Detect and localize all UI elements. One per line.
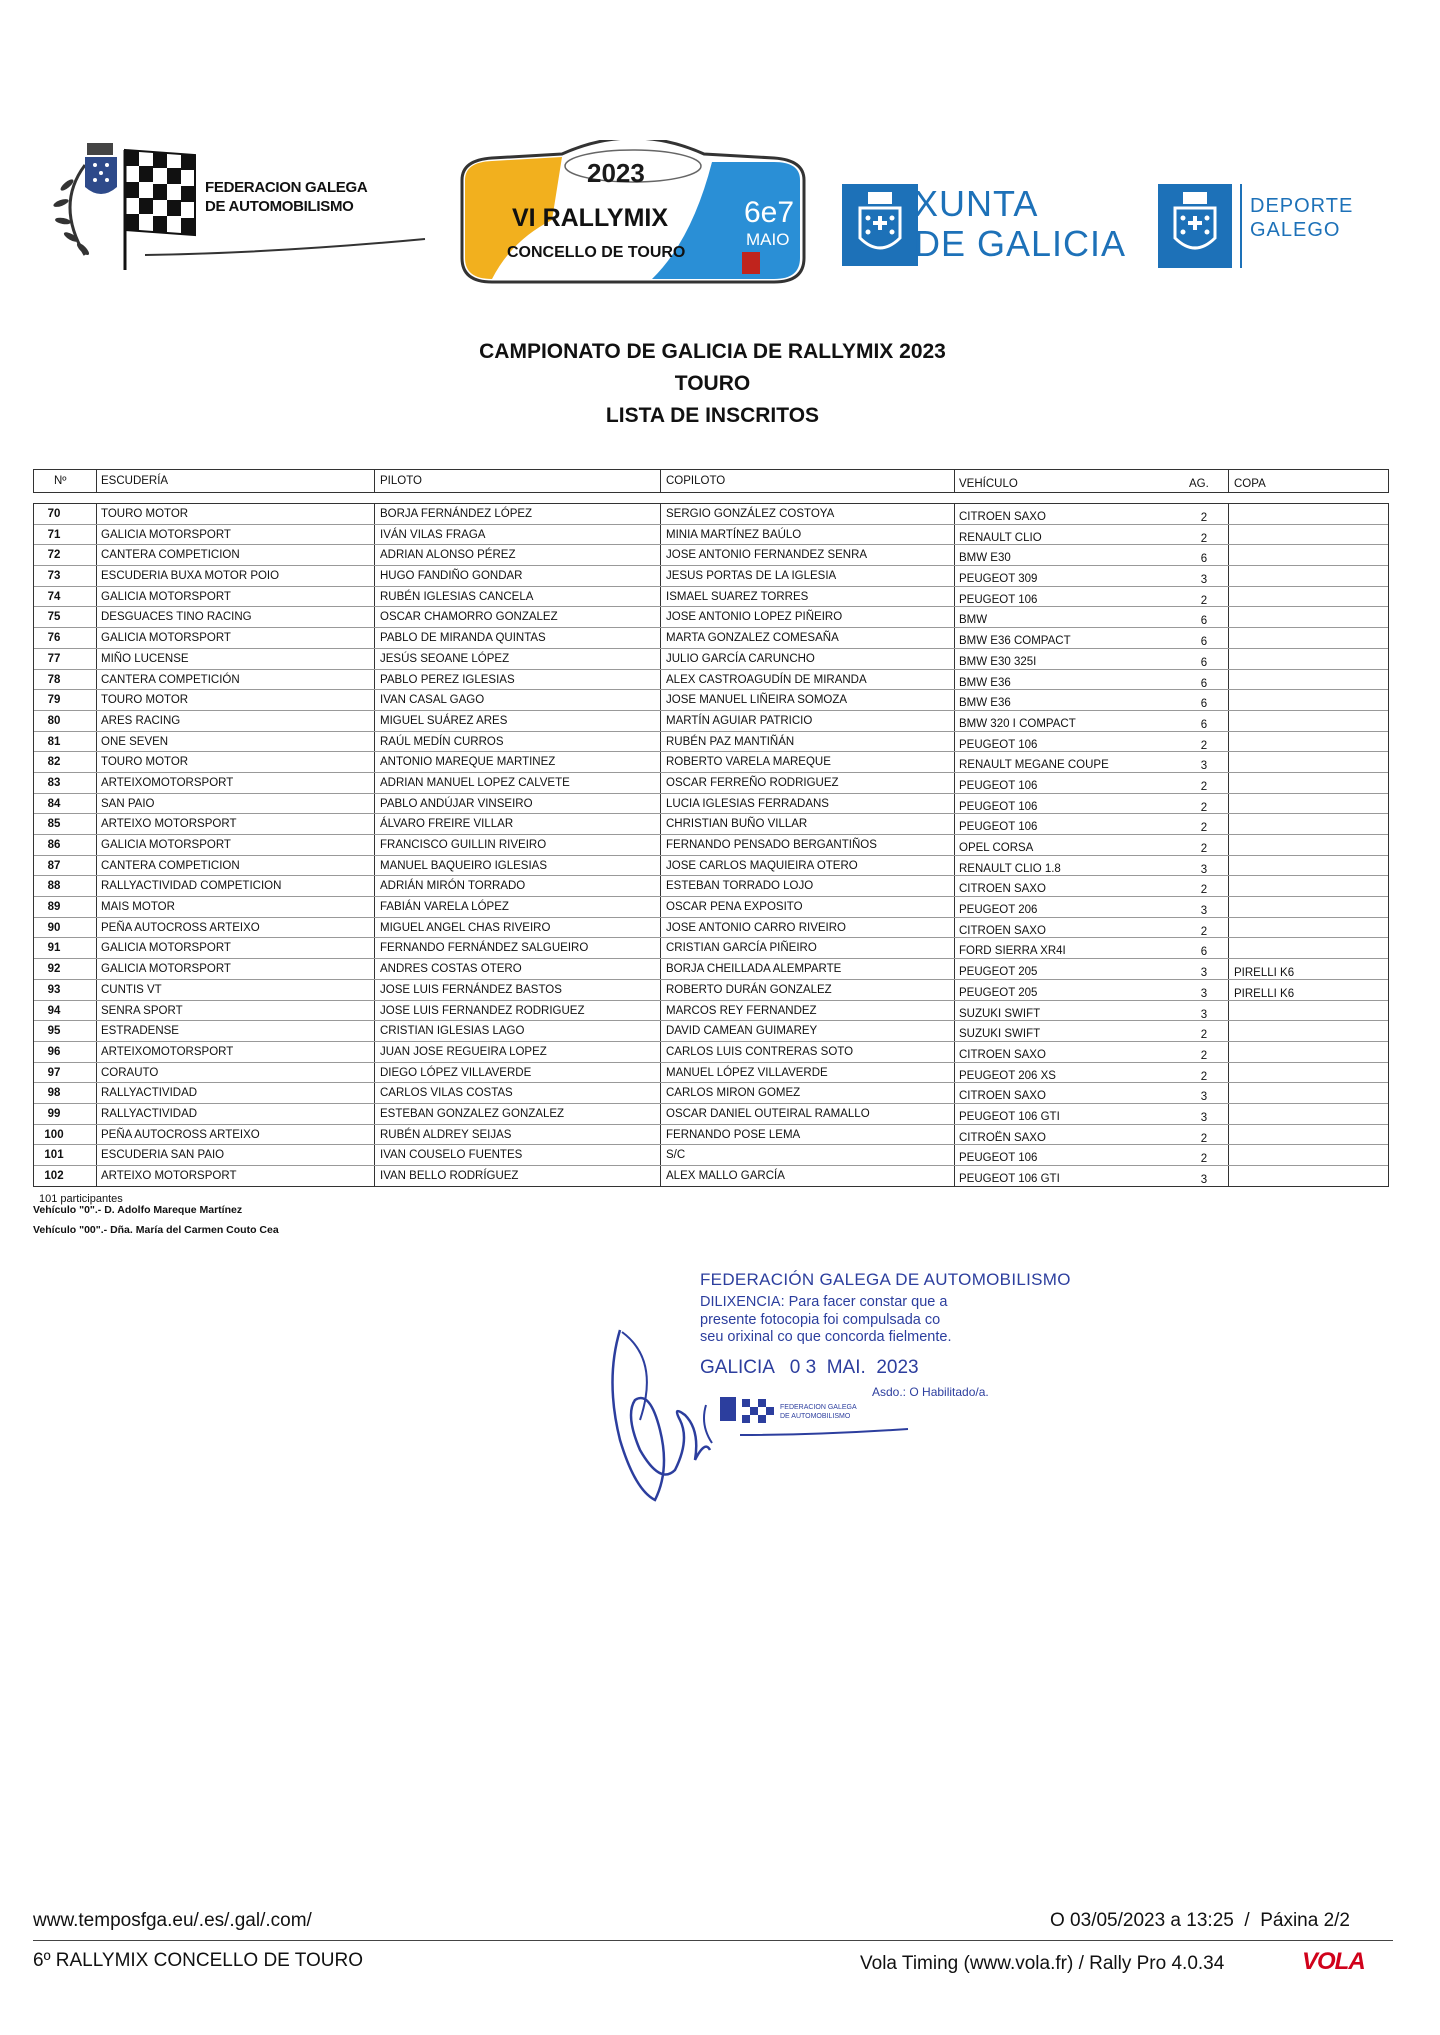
row-codriver: JOSE CARLOS MAQUIEIRA OTERO: [666, 859, 858, 872]
footer-timestamp: O 03/05/2023 a 13:25 / Páxina 2/2: [1050, 1910, 1351, 1931]
stamp-logo-line-1: FEDERACION GALEGA: [780, 1404, 857, 1411]
row-group: 6: [1200, 677, 1208, 690]
row-group: 3: [1200, 863, 1208, 876]
row-number: 90: [47, 921, 61, 934]
row-codriver: JOSE ANTONIO LOPEZ PIÑEIRO: [666, 611, 843, 624]
table-row: [34, 918, 1388, 939]
row-group: 2: [1200, 1070, 1208, 1083]
footer-url[interactable]: www.temposfga.eu/.es/.gal/.com/: [33, 1910, 312, 1931]
row-driver: IVAN COUSELO FUENTES: [380, 1149, 523, 1162]
row-team: ARES RACING: [101, 714, 181, 727]
row-team: CANTERA COMPETICIÓN: [101, 673, 240, 686]
row-number: 78: [47, 673, 61, 686]
row-group: 3: [1200, 905, 1208, 918]
entry-list-table: [33, 469, 1389, 1205]
col-driver: PILOTO: [380, 475, 422, 487]
table-row: [34, 628, 1388, 649]
row-vehicle: FORD SIERRA XR4I: [959, 945, 1066, 958]
deporte-divider: [1240, 184, 1242, 268]
row-number: 95: [47, 1025, 61, 1038]
row-team: TOURO MOTOR: [101, 508, 189, 520]
row-codriver: LUCIA IGLESIAS FERRADANS: [666, 797, 829, 810]
row-codriver: JULIO GARCÍA CARUNCHO: [666, 652, 815, 665]
row-group: 6: [1200, 718, 1208, 731]
table-row: [34, 1001, 1388, 1022]
row-codriver: JOSE ANTONIO CARRO RIVEIRO: [666, 921, 846, 934]
row-vehicle: PEUGEOT 106 GTI: [959, 1110, 1060, 1123]
document-titles: [0, 336, 1425, 432]
row-group: 3: [1200, 1174, 1208, 1186]
table-row: [34, 607, 1388, 628]
championship-title: CAMPIONATO DE GALICIA DE RALLYMIX 2023: [479, 340, 946, 363]
row-group: 2: [1200, 739, 1208, 752]
stamp-line-3: seu orixinal co que concorda fielmente.: [700, 1329, 952, 1345]
row-number: 96: [47, 1045, 61, 1058]
row-team: PEÑA AUTOCROSS ARTEIXO: [101, 1128, 260, 1141]
row-vehicle: BMW E36: [959, 676, 1011, 689]
row-driver: FERNANDO FERNÁNDEZ SALGUEIRO: [380, 942, 589, 955]
row-codriver: ESTEBAN TORRADO LOJO: [666, 880, 814, 893]
car-00-note: Vehículo "00".- Dña. María del Carmen Couto Cea: [33, 1224, 279, 1236]
row-number: 84: [47, 797, 61, 810]
row-team: GALICIA MOTORSPORT: [101, 839, 231, 851]
rally-month: MAIO: [746, 230, 790, 249]
row-group: 2: [1200, 1029, 1208, 1042]
row-team: GALICIA MOTORSPORT: [101, 528, 231, 541]
row-group: 6: [1200, 615, 1208, 628]
table-row: [34, 794, 1388, 815]
stamp-title: FEDERACIÓN GALEGA DE AUTOMOBILISMO: [700, 1270, 1071, 1289]
row-codriver: MARTA GONZALEZ COMESAÑA: [666, 632, 839, 645]
deporte-galego-crest-icon: [1158, 184, 1232, 268]
row-driver: JOSE LUIS FERNÁNDEZ BASTOS: [380, 983, 562, 996]
row-cup: PIRELLI K6: [1234, 967, 1295, 980]
table-row: [34, 1063, 1388, 1084]
row-team: ESCUDERIA BUXA MOTOR POIO: [101, 570, 280, 583]
location-title: TOURO: [674, 372, 751, 395]
row-vehicle: RENAULT MEGANE COUPE: [959, 759, 1109, 772]
row-team: DESGUACES TINO RACING: [101, 611, 252, 624]
row-number: 94: [47, 1004, 61, 1017]
rally-title: VI RALLYMIX: [512, 204, 669, 232]
row-vehicle: RENAULT CLIO 1.8: [959, 862, 1061, 875]
row-group: 6: [1200, 553, 1208, 566]
row-team: RALLYACTIVIDAD COMPETICION: [101, 880, 282, 893]
row-number: 91: [47, 942, 61, 955]
row-driver: IVAN BELLO RODRÍGUEZ: [380, 1170, 519, 1182]
row-group: 3: [1200, 967, 1208, 980]
row-driver: JUAN JOSE REGUEIRA LOPEZ: [380, 1045, 547, 1058]
row-codriver: OSCAR FERREÑO RODRIGUEZ: [666, 776, 839, 789]
table-row: [34, 1166, 1388, 1186]
row-group: 3: [1200, 1111, 1208, 1124]
row-driver: HUGO FANDIÑO GONDAR: [380, 570, 523, 583]
row-driver: JOSE LUIS FERNANDEZ RODRIGUEZ: [380, 1004, 585, 1017]
table-row: [34, 835, 1388, 856]
row-group: 3: [1200, 987, 1208, 1000]
row-codriver: OSCAR DANIEL OUTEIRAL RAMALLO: [666, 1107, 870, 1120]
stamp-logo-line-2: DE AUTOMOBILISMO: [780, 1413, 851, 1420]
row-driver: ADRIAN ALONSO PÉREZ: [380, 549, 516, 562]
row-codriver: MARCOS REY FERNANDEZ: [666, 1004, 817, 1017]
row-number: 83: [47, 776, 61, 789]
table-row: [34, 897, 1388, 918]
row-group: 3: [1200, 1091, 1208, 1104]
row-driver: RUBÉN ALDREY SEIJAS: [380, 1128, 512, 1141]
row-vehicle: CITROËN SAXO: [959, 1131, 1046, 1144]
zero-cars-notes: [33, 1200, 279, 1240]
row-driver: CRISTIAN IGLESIAS LAGO: [380, 1025, 525, 1038]
row-vehicle: BMW: [959, 614, 988, 627]
stamp-signature-label: Asdo.: O Habilitado/a.: [872, 1385, 989, 1399]
row-vehicle: PEUGEOT 309: [959, 573, 1038, 586]
table-row: [34, 876, 1388, 897]
row-team: ESTRADENSE: [101, 1025, 179, 1038]
col-number: Nº: [54, 475, 67, 487]
row-team: TOURO MOTOR: [101, 756, 189, 769]
col-group: AG.: [1189, 478, 1209, 490]
row-codriver: CARLOS MIRON GOMEZ: [666, 1087, 801, 1100]
row-vehicle: PEUGEOT 106 GTI: [959, 1173, 1060, 1185]
row-group: 3: [1200, 574, 1208, 587]
row-codriver: RUBÉN PAZ MANTIÑÁN: [666, 735, 795, 748]
fga-logo-text: FEDERACION GALEGA DE AUTOMOBILISMO: [205, 179, 368, 215]
xunta-de-galicia-logo: XUNTA DE GALICIA: [914, 183, 1127, 264]
row-codriver: ALEX MALLO GARCÍA: [666, 1170, 785, 1182]
row-driver: FABIÁN VARELA LÓPEZ: [380, 901, 509, 914]
row-codriver: SERGIO GONZÁLEZ COSTOYA: [666, 508, 835, 520]
row-team: PEÑA AUTOCROSS ARTEIXO: [101, 921, 260, 934]
row-team: GALICIA MOTORSPORT: [101, 942, 231, 955]
list-title: LISTA DE INSCRITOS: [605, 404, 820, 427]
row-vehicle: BMW E36 COMPACT: [959, 635, 1071, 648]
table-row: [34, 1083, 1388, 1104]
table-row: [34, 711, 1388, 732]
row-number: 81: [47, 735, 61, 748]
row-number: 70: [47, 508, 61, 520]
row-vehicle: CITROEN SAXO: [959, 1090, 1046, 1103]
row-team: MAIS MOTOR: [101, 901, 175, 914]
stamp-line-1: DILIXENCIA: Para facer constar que a: [700, 1294, 948, 1310]
row-number: 79: [47, 694, 61, 707]
row-codriver: JOSE ANTONIO FERNANDEZ SENRA: [666, 549, 868, 562]
row-group: 2: [1200, 532, 1208, 545]
row-number: 86: [47, 839, 61, 851]
row-team: SAN PAIO: [101, 797, 155, 810]
row-group: 6: [1200, 636, 1208, 649]
row-group: 2: [1200, 1049, 1208, 1062]
row-team: RALLYACTIVIDAD: [101, 1087, 198, 1100]
table-row: [34, 1104, 1388, 1125]
row-driver: CARLOS VILAS COSTAS: [380, 1087, 513, 1100]
row-group: 2: [1200, 512, 1208, 524]
row-team: GALICIA MOTORSPORT: [101, 963, 231, 976]
certification-stamp: [700, 1270, 1071, 1379]
vola-logo: VOLA: [1302, 1948, 1365, 1975]
table-row: [34, 1145, 1388, 1166]
row-vehicle: PEUGEOT 106: [959, 821, 1038, 834]
row-driver: ADRIAN MANUEL LOPEZ CALVETE: [380, 776, 570, 789]
col-vehicle: VEHÍCULO: [959, 478, 1018, 490]
row-number: 73: [47, 570, 61, 583]
row-codriver: CARLOS LUIS CONTRERAS SOTO: [666, 1045, 854, 1058]
row-group: 6: [1200, 698, 1208, 711]
rally-year: 2023: [587, 158, 645, 188]
row-number: 101: [44, 1149, 64, 1162]
row-team: CORAUTO: [101, 1066, 159, 1079]
row-codriver: DAVID CAMEAN GUIMAREY: [666, 1025, 818, 1038]
xunta-crest-icon: [842, 184, 918, 266]
table-row: [34, 1021, 1388, 1042]
row-driver: ÁLVARO FREIRE VILLAR: [380, 818, 514, 831]
row-codriver: MARTÍN AGUIAR PATRICIO: [666, 714, 813, 727]
row-vehicle: CITROEN SAXO: [959, 924, 1046, 937]
row-team: CANTERA COMPETICION: [101, 549, 240, 562]
row-group: 2: [1200, 925, 1208, 938]
row-number: 76: [47, 632, 61, 645]
row-team: ARTEIXO MOTORSPORT: [101, 818, 237, 831]
row-team: ARTEIXO MOTORSPORT: [101, 1170, 237, 1182]
col-codriver: COPILOTO: [666, 475, 726, 487]
row-vehicle: PEUGEOT 106: [959, 1152, 1038, 1165]
table-row: [34, 980, 1388, 1001]
row-vehicle: CITROEN SAXO: [959, 1048, 1046, 1061]
table-row: [34, 773, 1388, 794]
row-driver: ADRIÁN MIRÓN TORRADO: [380, 880, 526, 893]
row-codriver: ISMAEL SUAREZ TORRES: [666, 590, 809, 603]
row-vehicle: OPEL CORSA: [959, 842, 1034, 854]
stamp-fga-logo: [700, 1385, 912, 1455]
row-number: 89: [47, 901, 61, 914]
row-vehicle: PEUGEOT 106: [959, 738, 1038, 751]
row-vehicle: PEUGEOT 106: [959, 779, 1038, 792]
row-vehicle: BMW E30 325I: [959, 655, 1037, 668]
row-driver: RAÚL MEDÍN CURROS: [380, 735, 504, 748]
row-vehicle: PEUGEOT 206: [959, 904, 1038, 917]
row-codriver: JESUS PORTAS DE LA IGLESIA: [666, 570, 837, 583]
row-team: ARTEIXOMOTORSPORT: [101, 1045, 234, 1058]
row-number: 75: [47, 611, 61, 624]
row-group: 3: [1200, 760, 1208, 773]
row-number: 100: [44, 1128, 64, 1141]
row-driver: PABLO ANDÚJAR VINSEIRO: [380, 797, 533, 810]
footer-event: 6º RALLYMIX CONCELLO DE TOURO: [33, 1950, 364, 1971]
row-codriver: ROBERTO DURÁN GONZALEZ: [666, 983, 832, 996]
row-number: 102: [44, 1170, 64, 1182]
row-driver: BORJA FERNÁNDEZ LÓPEZ: [380, 508, 533, 520]
row-group: 6: [1200, 946, 1208, 959]
footer-credits: Vola Timing (www.vola.fr) / Rally Pro 4.0.34: [860, 1953, 1225, 1974]
row-vehicle: PEUGEOT 206 XS: [959, 1069, 1056, 1082]
table-body: [33, 503, 1389, 1187]
row-group: 2: [1200, 780, 1208, 793]
row-group: 2: [1200, 1153, 1208, 1166]
row-number: 92: [47, 963, 61, 976]
row-driver: PABLO DE MIRANDA QUINTAS: [380, 632, 546, 645]
table-row: [34, 814, 1388, 835]
col-team: ESCUDERÍA: [101, 475, 169, 487]
row-number: 80: [47, 714, 61, 727]
table-row: [34, 690, 1388, 711]
table-row: [34, 959, 1388, 980]
row-group: 6: [1200, 656, 1208, 669]
stamp-line-2: presente fotocopia foi compulsada co: [700, 1311, 941, 1328]
row-codriver: BORJA CHEILLADA ALEMPARTE: [666, 963, 842, 976]
row-group: 2: [1200, 822, 1208, 835]
row-team: TOURO MOTOR: [101, 694, 189, 707]
row-driver: ANTONIO MAREQUE MARTINEZ: [380, 756, 556, 769]
table-row: [34, 525, 1388, 546]
row-number: 82: [47, 756, 61, 769]
row-vehicle: SUZUKI SWIFT: [959, 1007, 1041, 1020]
table-row: [34, 1125, 1388, 1146]
table-row: [34, 587, 1388, 608]
row-number: 85: [47, 818, 61, 831]
row-team: CUNTIS VT: [101, 983, 162, 996]
row-group: 2: [1200, 801, 1208, 814]
footer-divider: [33, 1940, 1393, 1941]
row-group: 2: [1200, 843, 1208, 855]
stamp-date: GALICIA 0 3 MAI. 2023: [700, 1356, 919, 1378]
row-codriver: ROBERTO VARELA MAREQUE: [666, 756, 831, 769]
row-team: ONE SEVEN: [101, 735, 169, 748]
row-group: 2: [1200, 884, 1208, 897]
row-codriver: MINIA MARTÍNEZ BAÚLO: [666, 528, 802, 541]
row-driver: JESÚS SEOANE LÓPEZ: [380, 652, 510, 665]
row-vehicle: SUZUKI SWIFT: [959, 1028, 1041, 1041]
row-codriver: CHRISTIAN BUÑO VILLAR: [666, 818, 808, 831]
row-codriver: FERNANDO PENSADO BERGANTIÑOS: [666, 839, 877, 851]
rally-dates: 6e7: [744, 196, 795, 229]
row-vehicle: PEUGEOT 106: [959, 593, 1038, 606]
row-driver: IVÁN VILAS FRAGA: [380, 528, 486, 541]
car-0-note: Vehículo "0".- D. Adolfo Mareque Martínez: [33, 1204, 243, 1216]
row-driver: ANDRES COSTAS OTERO: [380, 963, 522, 976]
table-row: [34, 1042, 1388, 1063]
row-codriver: S/C: [666, 1149, 686, 1162]
row-codriver: CRISTIAN GARCÍA PIÑEIRO: [666, 942, 817, 955]
row-team: RALLYACTIVIDAD: [101, 1107, 198, 1120]
row-driver: IVAN CASAL GAGO: [380, 694, 485, 707]
row-driver: DIEGO LÓPEZ VILLAVERDE: [380, 1066, 532, 1079]
row-team: GALICIA MOTORSPORT: [101, 590, 231, 603]
row-cup: PIRELLI K6: [1234, 987, 1295, 1000]
row-number: 93: [47, 983, 61, 996]
row-vehicle: PEUGEOT 106: [959, 800, 1038, 813]
row-team: MIÑO LUCENSE: [101, 652, 189, 665]
row-vehicle: BMW E36: [959, 697, 1011, 710]
deporte-galego-logo: DEPORTE GALEGO: [1250, 195, 1354, 241]
table-row: [34, 566, 1388, 587]
row-group: 2: [1200, 594, 1208, 607]
row-team: CANTERA COMPETICION: [101, 859, 240, 872]
row-team: SENRA SPORT: [101, 1004, 183, 1017]
table-row: [34, 752, 1388, 773]
col-cup: COPA: [1234, 478, 1266, 490]
row-vehicle: CITROEN SAXO: [959, 883, 1046, 896]
row-group: 3: [1200, 1008, 1208, 1021]
row-vehicle: BMW 320 I COMPACT: [959, 717, 1076, 730]
row-vehicle: PEUGEOT 205: [959, 966, 1038, 979]
rally-subtitle: CONCELLO DE TOURO: [507, 244, 686, 261]
row-driver: MIGUEL ANGEL CHAS RIVEIRO: [380, 921, 551, 934]
table-row: [34, 732, 1388, 753]
row-driver: MIGUEL SUÁREZ ARES: [380, 714, 508, 727]
table-row: [34, 938, 1388, 959]
row-team: ARTEIXOMOTORSPORT: [101, 776, 234, 789]
row-codriver: FERNANDO POSE LEMA: [666, 1128, 801, 1141]
participants-count: 101 participantes: [39, 1192, 123, 1205]
row-number: 97: [47, 1066, 61, 1079]
row-number: 74: [47, 590, 61, 603]
row-vehicle: BMW E30: [959, 552, 1011, 565]
row-vehicle: PEUGEOT 205: [959, 986, 1038, 999]
row-codriver: OSCAR PENA EXPOSITO: [666, 901, 803, 914]
row-team: GALICIA MOTORSPORT: [101, 632, 231, 645]
row-number: 72: [47, 549, 61, 562]
row-driver: PABLO PEREZ IGLESIAS: [380, 673, 515, 686]
row-vehicle: RENAULT CLIO: [959, 531, 1042, 544]
row-driver: RUBÉN IGLESIAS CANCELA: [380, 590, 534, 603]
row-driver: FRANCISCO GUILLIN RIVEIRO: [380, 839, 547, 851]
row-number: 77: [47, 652, 61, 665]
table-row: [34, 856, 1388, 877]
row-vehicle: CITROEN SAXO: [959, 511, 1046, 523]
row-driver: MANUEL BAQUEIRO IGLESIAS: [380, 859, 548, 872]
row-codriver: JOSE MANUEL LIÑEIRA SOMOZA: [666, 694, 848, 707]
row-codriver: MANUEL LÓPEZ VILLAVERDE: [666, 1066, 828, 1079]
row-number: 71: [47, 528, 61, 541]
table-row: [34, 649, 1388, 670]
table-row: [34, 670, 1388, 691]
row-driver: ESTEBAN GONZALEZ GONZALEZ: [380, 1107, 565, 1120]
row-team: ESCUDERIA SAN PAIO: [101, 1149, 225, 1162]
table-header: [33, 469, 1389, 493]
row-number: 99: [47, 1107, 61, 1120]
row-number: 88: [47, 880, 61, 893]
row-group: 2: [1200, 1132, 1208, 1145]
row-number: 98: [47, 1087, 61, 1100]
row-number: 87: [47, 859, 61, 872]
table-row: [34, 545, 1388, 566]
table-row: [34, 504, 1388, 525]
row-driver: OSCAR CHAMORRO GONZALEZ: [380, 611, 558, 624]
row-codriver: ALEX CASTROAGUDÍN DE MIRANDA: [666, 673, 867, 686]
